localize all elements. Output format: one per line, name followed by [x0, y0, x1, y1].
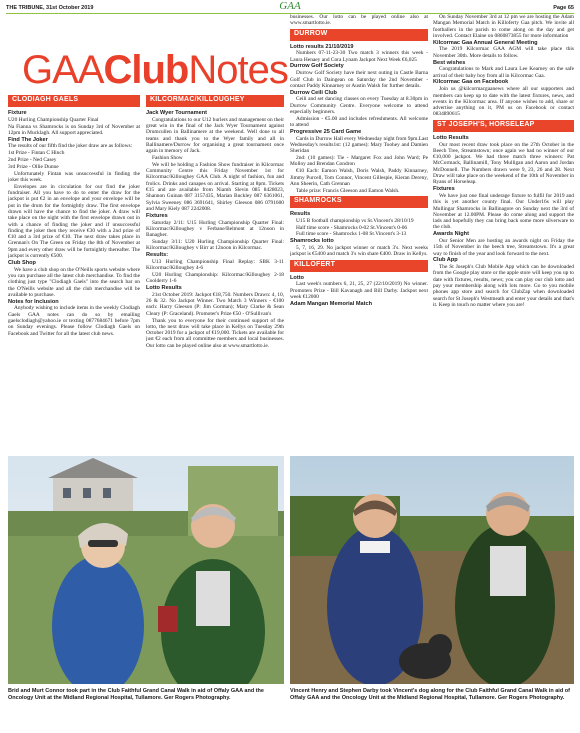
- masthead-gaa: GAA: [22, 48, 104, 92]
- col3top-body: [433, 14, 574, 118]
- paragraph: 21st October 2019: Jackpot €18,750. Numbers Drawn: 4, 10, 26 & 32. No Jackpot Winner. Two Match 3 Winners - €100 each: Harry Gleeson (P: Jim Gorman); Mary Clarke & Sean Cleary (P: Graceland). Promoter's Prize €50 - O'Sullivan's: [146, 291, 284, 317]
- subheading: Best wishes: [433, 59, 466, 66]
- right-column: [433, 12, 574, 452]
- subheading: Awards Night: [433, 231, 469, 238]
- paragraph: Our most recent draw took place on the 27th October in the Beech Tree, Streamstown; once again we had no winner of our €10,000 jackpot. We had three match three winners: Pat McCormack, Ballinamill, Tony Mulligan and Aaron and Jordan McDonnell. The Numbers drawn were 9, 23, 26 and 28. Next Draw will take place on the weekend of the 10th of November in Ryans of Horseleap.: [433, 141, 574, 186]
- paragraph: Anybody wishing to include items in the weekly Clodiagh Gaels GAA notes can do so by emailing gaelsclodiagh@yahoo.ie or texting 0877684671 before 7pm on Sunday evenings. Please follow Clodiagh Gaels on Facebook and Twitter for all the latest club news.: [8, 305, 140, 337]
- subheading: Results: [290, 210, 311, 217]
- left-photo: [8, 456, 284, 684]
- subheading: Notes for Inclusion: [8, 298, 59, 305]
- paragraph: €10 Each: Eamon Walsh, Doris Walsh, Paddy Kinnarney, Jimmy Purcell, Tom Connor, Vincent Gillespie, Kieran Dereny, Ann Sheerin, Cath Grennan: [290, 168, 428, 187]
- right-photo-image: [290, 456, 574, 684]
- paragraph: U20 Hurling Championship Quarter Final: [8, 116, 99, 123]
- paragraph: Last week's numbers 6, 21, 25, 27 (22/10/2019) No winner. Promoters Prize - Bill Kavanagh and Bill Darby. Jackpot next week €12000: [290, 281, 428, 300]
- paragraph: On Sunday November 3rd at 12 pm we are hosting the Adam Mangan Memorial Match in Killoferty Gaa pitch. We invite all footballers in the parish to come along on the day and get involved. Contact Elaine on 0860873855 for more information: [433, 14, 574, 39]
- paragraph: The 2019 Kilcormac GAA AGM will take place this November 30th. More details to follow.: [433, 46, 574, 59]
- subheading: Lotto Results: [146, 285, 182, 292]
- subheading: Kilcormac Gaa on Facebook: [433, 79, 509, 86]
- kilcormac-continued: businesses. Our lotto can be played online also at www.smartlotto.ie.: [290, 14, 428, 27]
- subheading: Durrow Ceili Club: [290, 89, 337, 96]
- subheading: Lotto Results: [433, 134, 469, 141]
- right-photo-caption: Vincent Henry and Stephen Darby took Vincent's dog along for the Club Faithful Grand Canal Walk in aid of Offaly GAA and the Oncology Unit at the Midland Regional Hospital, Tullamore. Ger Rogers Photography.: [290, 688, 570, 701]
- paragraph: Admission - €5.00 and includes refreshments. All welcome to attend: [290, 115, 428, 129]
- paragraph: Join us @kilcormacgaanews where all our supporters and members can keep up to date with the latest fixtures, news, and events in the Kilcormac area. If anyone wishes to add, share or advertise anything on it, PM us on Facebook or contact 0834890615: [433, 86, 574, 118]
- paragraph: 2nd: (10 games): Tie - Margaret Fox and John Ward; Pe Molloy and Brendan Condron: [290, 155, 428, 168]
- subheading: Fixtures: [146, 212, 168, 219]
- shamrocks-body: [290, 211, 428, 258]
- paragraph: Congratulations to our U12 hurlers and management on their great win in the final of the Jack Wyer Tournament against Drumcullen in Ballinamere at the weekend. Well done to all teams and thank you to the Wyer family and all in Ballinamere/Durrow for organising a great tournament once again in memory of Jack.: [146, 116, 284, 155]
- subheading: Results:: [146, 252, 169, 259]
- paragraph: Table prize: Francis Gleeson and Eamon Walsh.: [296, 187, 400, 194]
- stjosephs-body: [433, 135, 574, 309]
- paragraph: Half time score - Shamrocks 0-02 St.Vincent's 0-06: [296, 224, 408, 231]
- subheading: Fixture: [8, 110, 27, 116]
- subheading: Jack Wyer Tournament: [146, 110, 208, 116]
- shamrocks-banner: SHAMROCKS: [290, 196, 428, 208]
- paragraph: The St Joseph's Club Mobile App which can be downloaded from the Google play store or the apple store will keep you up to date with fixtures, results, news; you can play our club lotto and pay your membership along with lots more. Go to you mobile phones app store and search for ClubZap when downloaded search for St Joseph's Westmeath and enter your details and that's it. Keep in touch no matter where you are!: [433, 264, 574, 308]
- paragraph: U15 B football championship vs St.Vincent's 28/10/19: [296, 217, 414, 224]
- paragraph: Thank you to everyone for their continued support of the lotto, the next draw will take place in Kellys on Tuesday 29th October 2019 for a jackpot of €19,000. Tickets are available for just €2 each from all committee members and local businesses. Our lotto can be played online also at www.smartlotto.ie.: [146, 317, 284, 349]
- subheading: Adam Mangan Memorial Match: [290, 300, 373, 307]
- masthead-club: Club: [103, 48, 189, 92]
- paragraph: Envelopes are in circulation for our find the joker fundraiser. All you have to do to enter the draw for the jackpot is put €2 in an envelope and your envelope will be put in the drum for the fortnightly draw. The first envelope drawn will have the chance to find the joker. A draw will take place on the night with the first envelope drawn out in with a chance of finding the joker and if unsuccessful finding the joker then they receive €30 with a 2nd prize of €10 and a 3rd prize of €10. The next draw takes place in Grennan's On The Green on Friday the 8th of November at 9pm and every other draw will be fortnightly thereafter. The jackpot is currently €500.: [8, 183, 140, 260]
- middle-column: [290, 12, 428, 452]
- killoferty-body: [290, 275, 428, 307]
- killoferty-banner: KILLOFERT: [290, 260, 428, 272]
- subheading: Kilcormac Gaa Annual General Meeting: [433, 39, 538, 46]
- paragraph: Fashion Show: [152, 155, 183, 162]
- kilcormac-body: [146, 110, 284, 349]
- subheading: Club Shop: [8, 259, 36, 266]
- paragraph: Na Fianna vs Shamrocks is on Sunday 3rd of November at 12pm in Mucklagh. All support appreciated.: [8, 123, 140, 136]
- subheading: Progressive 25 Card Game: [290, 128, 362, 135]
- stjosephs-banner: ST JOSEPH'S, HORSELEAP: [433, 120, 574, 132]
- paragraph: 3rd Prize - Ollie Dunne: [8, 163, 59, 170]
- subheading: Fixtures: [433, 186, 455, 193]
- right-photo: [290, 456, 574, 684]
- paragraph: 5, 7, 16, 29. No jackpot winner or match 3's. Next weeks jackpot is €5400 and match 3's win share €400. Draw in Kellys.: [290, 244, 428, 258]
- subheading: Durrow Golf Society: [290, 63, 344, 70]
- paragraph: U13 Hurling Championship Final Replay: SBK 3-11 Kilcormac/Killoughey 4-6: [146, 258, 284, 272]
- clodiagh-banner: CLODIAGH GAELS: [8, 95, 140, 107]
- subheading: Club App: [433, 257, 458, 264]
- durrow-banner: DURROW: [290, 29, 428, 41]
- paragraph: Saturday 2/11: U15 Hurling Championship Quarter Final: Kilcormac/Killoughey v Ferbane/Belmont at 12noon in Banagher.: [146, 219, 284, 239]
- paragraph: The results of our fifth find the joker draw are as follows:: [8, 143, 133, 150]
- left-photo-caption: Brid and Murt Connor took part in the Club Faithful Grand Canal Walk in aid of Offaly GAA and the Oncology Unit at the Midland Regional Hospital, Tullamore. Ger Rogers Photography.: [8, 688, 264, 701]
- section-name: GAA: [279, 0, 301, 12]
- page-number: Page 65: [553, 5, 574, 11]
- paragraph: Full time score - Shamrocks 1-08 St.Vincent's 3-13: [296, 231, 407, 238]
- subheading: Find The Joker: [8, 136, 48, 143]
- kilcormac-banner: KILCORMAC/KILLOUGHEY: [146, 95, 284, 107]
- paragraph: Our Senior Men are hosting an awards night on Friday the 15th of November in the beech tree, Streamstown. It's a great way to finish of the year and look forward to the next.: [433, 238, 574, 257]
- paragraph: U20 Hurling Championship: Kilcormac/Killoughey 2-18 Coolderry 1-6: [146, 271, 284, 285]
- paragraph: We will be holding a Fashion Show fundraiser in Kilcormac Community Centre this Friday November 1st for Kilcormac/Killoughey GAA Club. A night of fashion, fun and frolics. Drinks and canapes on arrival. Starting at 8pm. Tickets €15 and are available from Niamh Slevin 085 8428023, Shannon Guinan 087 3157435, Marian Buckley 087 6361061, Sylvia Sweeney 086 3691641, Shirley Gleeson 086 0791600 and Mary Kiely 087 2242008.: [146, 161, 284, 212]
- paragraph: Durrow Golf Society have their next outing in Castle Barna Golf Club in Daingean on Saturday the 2nd November - contact Paddy Kinnarney or Austin Walsh for further details.: [290, 70, 428, 89]
- subheading: Shamrocks lotto: [290, 238, 334, 245]
- masthead-notes: Notes: [188, 48, 288, 92]
- kilcormac-column: [146, 93, 284, 448]
- paragraph: Congratulations to Mark and Laura Lee Kearney on the safe arrival of their baby boy from all in Kilcormac Gaa.: [433, 66, 574, 79]
- masthead-title: [22, 42, 288, 92]
- paragraph: Unfortunately Fintan was unsuccessful in finding the joker this week.: [8, 170, 140, 183]
- paragraph: Numbers 07-11-23-30 Two match 3 winners this week - Laura Henaey and Cora Lynam Jackpot Next Week €6,025: [290, 50, 428, 63]
- publication-date: THE TRIBUNE, 31st October 2019: [6, 5, 94, 11]
- clodiagh-body: [8, 110, 140, 337]
- paragraph: Ceili and set dancing classes on every Tuesday at 8.30pm in Durrow Community Centre. Everyone welcome to attend especially beginners.: [290, 96, 428, 116]
- paragraph: Sunday 3/11: U20 Hurling Championship Quarter Final: Kilcormac/Killoughey v Birr at 12noon in Kilcormac.: [146, 238, 284, 252]
- paragraph: 1st Prize - Fintan C Hinch: [8, 150, 65, 157]
- subheading: Lotto: [290, 274, 304, 281]
- clodiagh-column: [8, 93, 140, 448]
- durrow-body: [290, 44, 428, 194]
- paragraph: We have a club shop on the O'Neills sports website where you can purchase all the latest club merchandise. To find the clothing just type "Clodiagh Gaels" into the search bar on the O'Neills website and all the club merchandise will be available to purchase.: [8, 266, 140, 298]
- paragraph: We have just one final underage fixture to fulfil for 2019 and this is yet another county final. Our Under16s will play Mullingar Shamrocks in Ballinagore on Sunday next the 3rd of November at 12.00PM. Please do come along and support the lads and hopefully they can bring back some more silverware to the club.: [433, 192, 574, 231]
- paragraph: 2nd Prize - Ned Casey: [8, 157, 57, 164]
- subheading: Lotto results 21/10/2019: [290, 43, 354, 50]
- paragraph: Cards in Durrow Hall every Wednesday night from 9pm.Last Wednesday's results1st: (12 games): Mary Toohey and Damien Sheridan: [290, 135, 428, 155]
- left-photo-image: [8, 456, 284, 684]
